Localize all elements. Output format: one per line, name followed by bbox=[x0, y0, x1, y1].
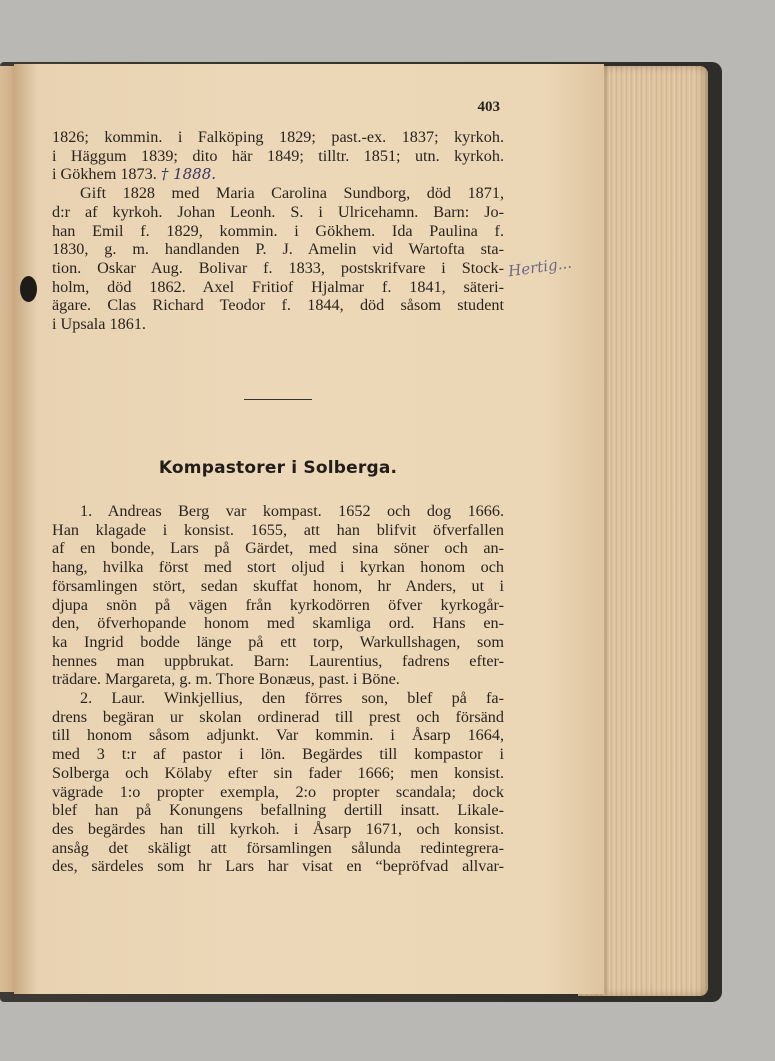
section-divider bbox=[244, 399, 312, 400]
kompastorer-block bbox=[52, 502, 504, 876]
handwritten-death-note: † 1888. bbox=[160, 165, 217, 184]
text-line: ägare. Clas Richard Teodor f. 1844, död såsom student bbox=[52, 296, 504, 315]
text-line: Han klagade i konsist. 1655, att han blifvit öfverfallen bbox=[52, 520, 504, 539]
binding-hole bbox=[20, 276, 37, 302]
text-line: vägrade 1:o propter exempla, 2:o propter scandala; dock bbox=[52, 782, 504, 801]
text-line: hang, hvilka först med stort oljud i kyrkan honom och bbox=[52, 558, 504, 577]
text-line: i Upsala 1861. bbox=[52, 315, 146, 334]
text-line: drens begäran ur skolan ordinerad till prest och försänd bbox=[52, 707, 504, 726]
text-line: trädare. Margareta, g. m. Thore Bonæus, past. i Böne. bbox=[52, 670, 400, 689]
text-line: i Gökhem 1873. † 1888. bbox=[52, 165, 217, 184]
text-line: Gift 1828 med Maria Carolina Sundborg, död 1871, bbox=[80, 184, 504, 203]
text-line: han Emil f. 1829, kommin. i Gökhem. Ida Paulina f. bbox=[52, 221, 504, 240]
text-line: till honom såsom adjunkt. Var kommin. i Åsarp 1664, bbox=[52, 726, 504, 745]
text-line: des begärdes han till kyrkoh. i Åsarp 1671, och konsist. bbox=[52, 819, 504, 838]
text-line: 1826; kommin. i Falköping 1829; past.-ex. 1837; kyrkoh. bbox=[52, 128, 504, 146]
text-line: 1. Andreas Berg var kompast. 1652 och dog 1666. bbox=[80, 502, 504, 520]
text-line: 1830, g. m. handlanden P. J. Amelin vid Wartofta sta- bbox=[52, 240, 504, 259]
page-number: 403 bbox=[477, 99, 500, 115]
text-line: holm, död 1862. Axel Fritiof Hjalmar f. 1841, säteri- bbox=[52, 277, 504, 296]
text-line: af en bonde, Lars på Gärdet, med sina söner och an- bbox=[52, 539, 504, 558]
text-line: den, öfverhopande honom med skamliga ord. Hans en- bbox=[52, 614, 504, 633]
text-line: i Häggum 1839; dito här 1849; tilltr. 1851; utn. kyrkoh. bbox=[52, 146, 504, 165]
text-line: församlingen stört, sedan skuffat honom, hr Anders, ut i bbox=[52, 576, 504, 595]
text-line: hennes man uppbrukat. Barn: Laurentius, fadrens efter- bbox=[52, 651, 504, 670]
text-line: tion. Oskar Aug. Bolivar f. 1833, postskrifvare i Stock- bbox=[52, 258, 504, 277]
text-line: Solberga och Kölaby efter sin fader 1666; men konsist. bbox=[52, 763, 504, 782]
section-heading: Kompastorer i Solberga. bbox=[158, 458, 398, 478]
biography-block bbox=[52, 128, 504, 334]
text-line: djupa snön på vägen från kyrkodörren öfver kyrkogår- bbox=[52, 595, 504, 614]
text-line: des, särdeles som hr Lars har visat en “bepröfvad allvar- bbox=[52, 857, 504, 876]
text-line: ka Ingrid bodde länge på ett torp, Warkullshagen, som bbox=[52, 632, 504, 651]
text-line: med 3 t:r af pastor i lön. Begärdes till kompastor i bbox=[52, 745, 504, 764]
text-line: blef han på Konungens befallning dertill insatt. Likale- bbox=[52, 801, 504, 820]
text-line: ansåg det skäligt att församlingen sålunda redintegrera- bbox=[52, 838, 504, 857]
text-line: d:r af kyrkoh. Johan Leonh. S. i Ulricehamn. Barn: Jo- bbox=[52, 202, 504, 221]
handwritten-margin-note: Hertig... bbox=[507, 253, 573, 281]
text-line: 2. Laur. Winkjellius, den förres son, blef på fa- bbox=[80, 689, 504, 708]
